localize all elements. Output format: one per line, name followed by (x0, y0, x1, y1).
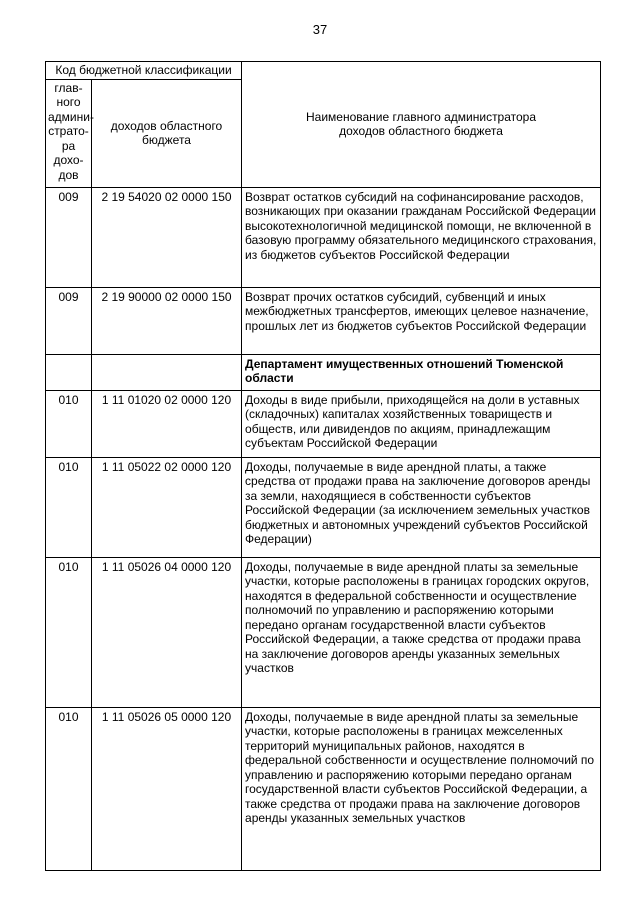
revenue-code-cell: 2 19 54020 02 0000 150 (92, 187, 242, 287)
admin-name-cell: Возврат прочих остатков субсидий, субвенций и иных межбюджетных трансфертов, имеющих целевое назначение, прошлых лет из бюджетов субъектов Российской Федерации (242, 287, 601, 354)
table-row (46, 457, 601, 557)
admin-code-cell: 009 (46, 287, 92, 354)
admin-name-cell: Доходы, получаемые в виде арендной платы, а также средства от продажи права на заключение договоров аренды за земли, находящиеся в собственности субъектов Российской Федерации (за исключением земельных участков бюджетных и автономных учреждений субъектов Российской Федерации) (242, 457, 601, 557)
admin-code-cell: 010 (46, 707, 92, 870)
revenue-code-cell: 1 11 01020 02 0000 120 (92, 390, 242, 457)
header-group-title: Код бюджетной классификации (46, 62, 242, 80)
revenue-code-cell: 1 11 05026 05 0000 120 (92, 707, 242, 870)
header-row-group (46, 62, 601, 80)
header-admin-code: глав- ного админи- страто- ра дохо- дов (46, 79, 92, 187)
admin-name-cell: Доходы в виде прибыли, приходящейся на доли в уставных (складочных) капиталах хозяйственных товариществ и обществ, или дивидендов по акциям, принадлежащим субъектам Российской Федерации (242, 390, 601, 457)
table-row (46, 707, 601, 870)
table-row (46, 354, 601, 390)
table-row (46, 390, 601, 457)
admin-name-cell: Доходы, получаемые в виде арендной платы за земельные участки, которые расположены в границах межселенных территорий муниципальных районов, находятся в федеральной собственности и осуществление полномочий по управлению и распоряжению которыми передано органам государственной власти субъектов Российской Федерации, а также средства от продажи права на заключение договоров аренды указанных земельных участков (242, 707, 601, 870)
table-row (46, 557, 601, 707)
revenue-code-cell: 2 19 90000 02 0000 150 (92, 287, 242, 354)
table-row (46, 187, 601, 287)
table-row (46, 287, 601, 354)
admin-code-cell: 010 (46, 557, 92, 707)
admin-code-cell: 009 (46, 187, 92, 287)
admin-code-cell: 010 (46, 457, 92, 557)
admin-code-cell: 010 (46, 390, 92, 457)
revenue-code-cell: 1 11 05026 04 0000 120 (92, 557, 242, 707)
header-revenue-code: доходов областного бюджета (92, 79, 242, 187)
budget-classification-table (45, 61, 601, 871)
admin-name-cell: Возврат остатков субсидий на софинансирование расходов, возникающих при оказании гражданам Российской Федерации высокотехнологичной медицинской помощи, не включенной в базовую программу обязательного медицинского страхования, из бюджетов субъектов Российской Федерации (242, 187, 601, 287)
revenue-code-cell: 1 11 05022 02 0000 120 (92, 457, 242, 557)
page-number: 37 (312, 22, 328, 37)
admin-name-cell: Департамент имущественных отношений Тюменской области (242, 354, 601, 390)
header-admin-name: Наименование главного администратора доходов областного бюджета (242, 62, 601, 188)
revenue-code-cell (92, 354, 242, 390)
admin-code-cell (46, 354, 92, 390)
admin-name-cell: Доходы, получаемые в виде арендной платы за земельные участки, которые расположены в границах городских округов, находятся в федеральной собственности и осуществление полномочий по управлению и распоряжению которыми передано органам государственной власти субъектов Российской Федерации, а также средства от продажи права на заключение договоров аренды указанных земельных участков (242, 557, 601, 707)
